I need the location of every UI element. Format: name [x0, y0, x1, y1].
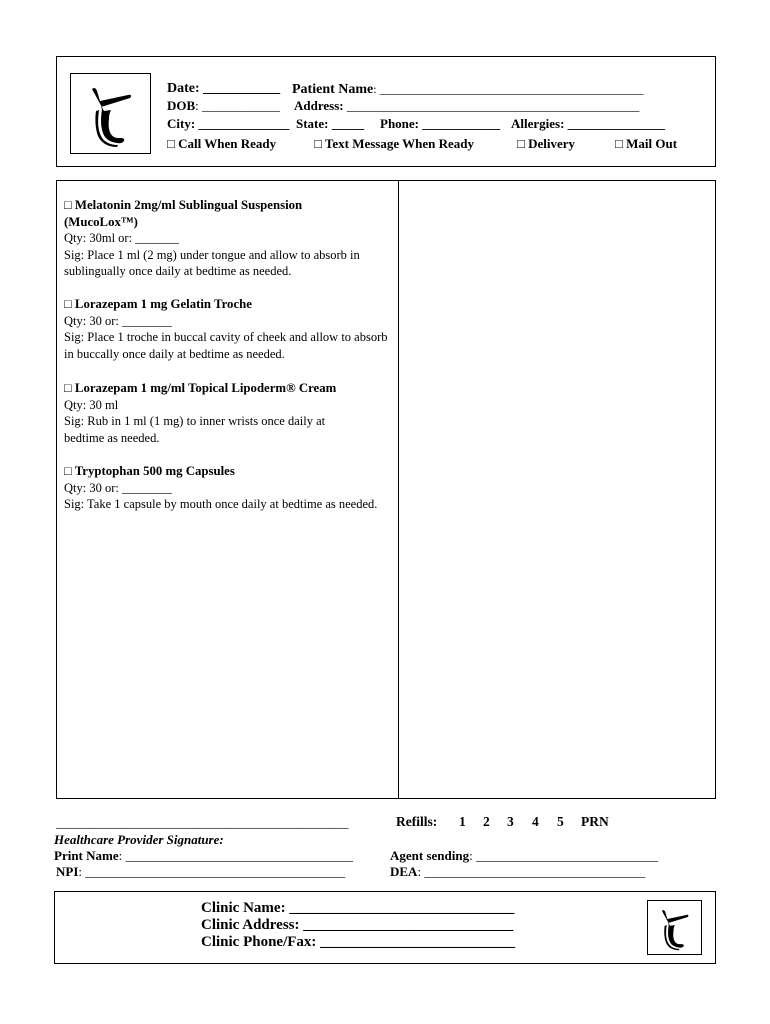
agent-sending-label: Agent sending [390, 848, 470, 863]
dob-field[interactable] [167, 98, 280, 114]
refill-option-4[interactable]: 4 [532, 814, 539, 829]
rx-item-lorazepam-troche[interactable] [64, 296, 389, 362]
rx-title: □ Lorazepam 1 mg/ml Topical Lipoderm® Cream [64, 381, 337, 395]
rx-item-lorazepam-cream[interactable] [64, 380, 389, 446]
rx-title: □ Melatonin 2mg/ml Sublingual Suspension [64, 198, 303, 212]
clinic-phone-label: Clinic Phone/Fax: [201, 934, 321, 950]
dob-label: DOB [167, 98, 196, 113]
refill-option-2[interactable]: 2 [483, 814, 490, 829]
column-divider [398, 180, 399, 799]
print-name-label: Print Name [54, 848, 119, 863]
rx-sig: Sig: Place 1 troche in buccal cavity of cheek and allow to absorb in buccally once daily at bedtime as needed. [64, 330, 388, 361]
rx-qty: Qty: 30 or: ________ [64, 313, 172, 328]
address-line: _____________________________________________ [343, 98, 640, 113]
dea-field[interactable] [390, 864, 645, 880]
dea-line: : __________________________________ [417, 864, 646, 879]
agent-sending-field[interactable] [390, 848, 658, 864]
checkbox[interactable]: □ [167, 136, 175, 151]
patient-name-label: Patient Name [292, 82, 374, 97]
option-delivery[interactable] [517, 136, 575, 152]
option-mail-out[interactable] [615, 136, 677, 152]
option-label: Call When Ready [178, 136, 277, 151]
rx-qty: Qty: 30ml or: _______ [64, 231, 179, 245]
print-name-line: : ___________________________________ [118, 848, 353, 863]
rx-item-melatonin[interactable] [64, 197, 389, 280]
npi-field[interactable] [56, 864, 345, 880]
checkbox[interactable]: □ [314, 136, 322, 151]
rx-title: □ Tryptophan 500 mg Capsules [64, 464, 235, 478]
agent-sending-line: : ____________________________ [469, 848, 658, 863]
checkbox[interactable]: □ [615, 136, 623, 151]
checkbox[interactable]: □ [517, 136, 525, 151]
option-text-message[interactable] [314, 136, 474, 152]
address-label: Address: [294, 98, 344, 113]
allergies-field[interactable]: Allergies: _______________ [511, 116, 666, 131]
rx-sig: Sig: Take 1 capsule by mouth once daily at bedtime as needed. [64, 497, 378, 511]
rx-title: □ Lorazepam 1 mg Gelatin Troche [64, 297, 252, 311]
pharmacy-logo-small-icon [647, 900, 702, 955]
print-name-field[interactable] [54, 848, 353, 864]
clinic-phone-field[interactable] [201, 933, 515, 951]
address-field[interactable] [294, 98, 639, 114]
state-field[interactable]: State: _____ [296, 116, 365, 131]
option-call-when-ready[interactable] [167, 136, 276, 152]
rx-qty: Qty: 30 or: ________ [64, 480, 172, 495]
rx-title-brand: (MucoLox™) [64, 214, 138, 229]
patient-name-line: : ____________________________________________ [373, 82, 644, 96]
clinic-name-label: Clinic Name: [201, 900, 290, 916]
clinic-address-field[interactable] [201, 916, 513, 934]
date-field[interactable]: Date: ___________ [167, 81, 281, 96]
signature-line[interactable]: _____________________________________________ [56, 815, 349, 830]
refill-option-prn[interactable]: PRN [581, 814, 609, 829]
patient-name-field[interactable] [292, 80, 644, 99]
rx-sig: Sig: Rub in 1 ml (1 mg) to inner wrists once daily at bedtime as needed. [64, 414, 326, 445]
clinic-name-field[interactable] [201, 899, 514, 917]
npi-line: : ________________________________________ [78, 864, 346, 879]
signature-label: Healthcare Provider Signature: [54, 832, 224, 847]
dob-line: : ____________ [195, 98, 281, 113]
clinic-address-label: Clinic Address: [201, 917, 304, 933]
rx-qty: Qty: 30 ml [64, 397, 119, 412]
option-label: Mail Out [626, 136, 678, 151]
clinic-phone-line: __________________________ [320, 934, 516, 950]
refill-option-3[interactable]: 3 [507, 814, 514, 829]
pharmacy-logo-icon [70, 73, 151, 154]
rx-item-tryptophan[interactable] [64, 463, 389, 513]
dea-label: DEA [390, 864, 418, 879]
npi-label: NPI [56, 864, 79, 879]
clinic-name-line: ______________________________ [289, 900, 515, 916]
refill-option-5[interactable]: 5 [557, 814, 564, 829]
option-label: Text Message When Ready [324, 136, 475, 151]
refill-option-1[interactable]: 1 [459, 814, 466, 829]
option-label: Delivery [528, 136, 576, 151]
phone-field[interactable]: Phone: ____________ [380, 116, 501, 131]
refills-label: Refills: [396, 814, 438, 829]
city-field[interactable]: City: ______________ [167, 116, 290, 131]
rx-sig: Sig: Place 1 ml (2 mg) under tongue and allow to absorb in sublingually once daily at bedtime as needed. [64, 247, 360, 278]
clinic-address-line: ____________________________ [303, 917, 514, 933]
